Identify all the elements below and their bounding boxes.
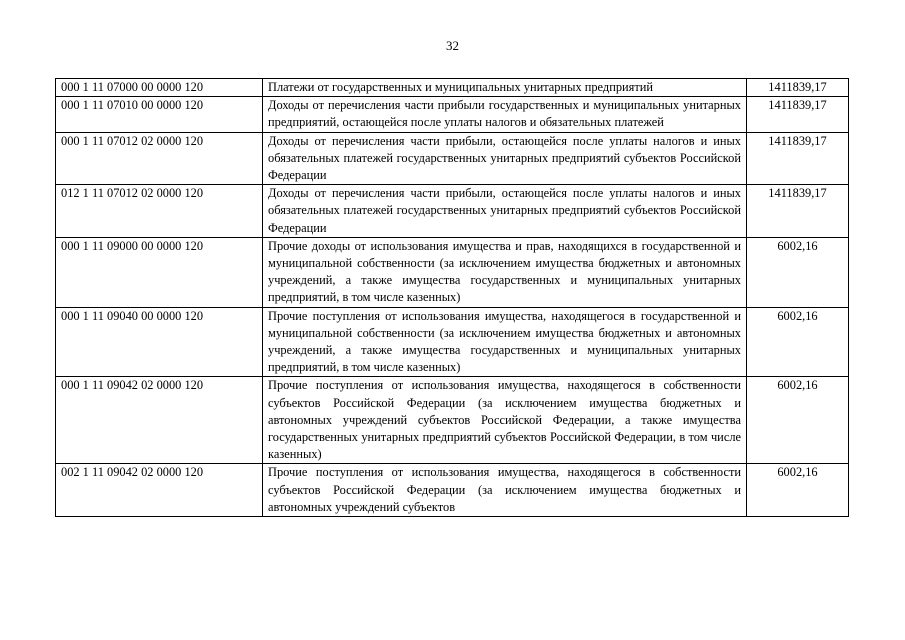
amount-cell: 6002,16 — [747, 237, 849, 307]
budget-code-cell: 000 1 11 09040 00 0000 120 — [56, 307, 263, 377]
revenue-name-cell: Платежи от государственных и муниципальных унитарных предприятий — [263, 79, 747, 97]
amount-cell: 6002,16 — [747, 464, 849, 517]
budget-code-cell: 000 1 11 09042 02 0000 120 — [56, 377, 263, 464]
table-row — [56, 377, 849, 464]
amount-cell: 6002,16 — [747, 307, 849, 377]
budget-code-cell: 002 1 11 09042 02 0000 120 — [56, 464, 263, 517]
table-row — [56, 307, 849, 377]
budget-code-cell: 000 1 11 09000 00 0000 120 — [56, 237, 263, 307]
table-row — [56, 464, 849, 517]
budget-code-cell: 012 1 11 07012 02 0000 120 — [56, 185, 263, 238]
amount-cell: 1411839,17 — [747, 97, 849, 132]
table-row — [56, 237, 849, 307]
amount-cell: 1411839,17 — [747, 185, 849, 238]
amount-cell: 1411839,17 — [747, 132, 849, 185]
amount-cell: 1411839,17 — [747, 79, 849, 97]
amount-cell: 6002,16 — [747, 377, 849, 464]
revenue-name-cell: Прочие поступления от использования имущества, находящегося в собственности субъектов Российской Федерации (за исключением имущества бюджетных и автономных учреждений субъектов — [263, 464, 747, 517]
budget-code-cell: 000 1 11 07012 02 0000 120 — [56, 132, 263, 185]
table-row — [56, 132, 849, 185]
revenue-name-cell: Доходы от перечисления части прибыли, остающейся после уплаты налогов и иных обязательных платежей государственных унитарных предприятий субъектов Российской Федерации — [263, 185, 747, 238]
page-number: 32 — [446, 38, 459, 53]
revenue-table — [55, 78, 849, 517]
table-row — [56, 79, 849, 97]
table-row — [56, 97, 849, 132]
budget-code-cell: 000 1 11 07010 00 0000 120 — [56, 97, 263, 132]
revenue-name-cell: Прочие доходы от использования имущества и прав, находящихся в государственной и муниципальной собственности (за исключением имущества бюджетных и автономных учреждений, а также имущества государственных и муниципальных унитарных предприятий, в том числе казенных) — [263, 237, 747, 307]
revenue-name-cell: Доходы от перечисления части прибыли, остающейся после уплаты налогов и иных обязательных платежей государственных унитарных предприятий субъектов Российской Федерации — [263, 132, 747, 185]
table-row — [56, 185, 849, 238]
revenue-name-cell: Доходы от перечисления части прибыли государственных и муниципальных унитарных предприятий, остающейся после уплаты налогов и обязательных платежей — [263, 97, 747, 132]
budget-code-cell: 000 1 11 07000 00 0000 120 — [56, 79, 263, 97]
revenue-name-cell: Прочие поступления от использования имущества, находящегося в собственности субъектов Российской Федерации (за исключением имущества бюджетных и автономных учреждений субъектов Российской Федерации, а также имущества государственных унитарных предприятий субъектов Российской Федерации, в том числе казенных) — [263, 377, 747, 464]
revenue-name-cell: Прочие поступления от использования имущества, находящегося в государственной и муниципальной собственности (за исключением имущества бюджетных и автономных учреждений, а также имущества государственных и муниципальных унитарных предприятий, в том числе казенных) — [263, 307, 747, 377]
